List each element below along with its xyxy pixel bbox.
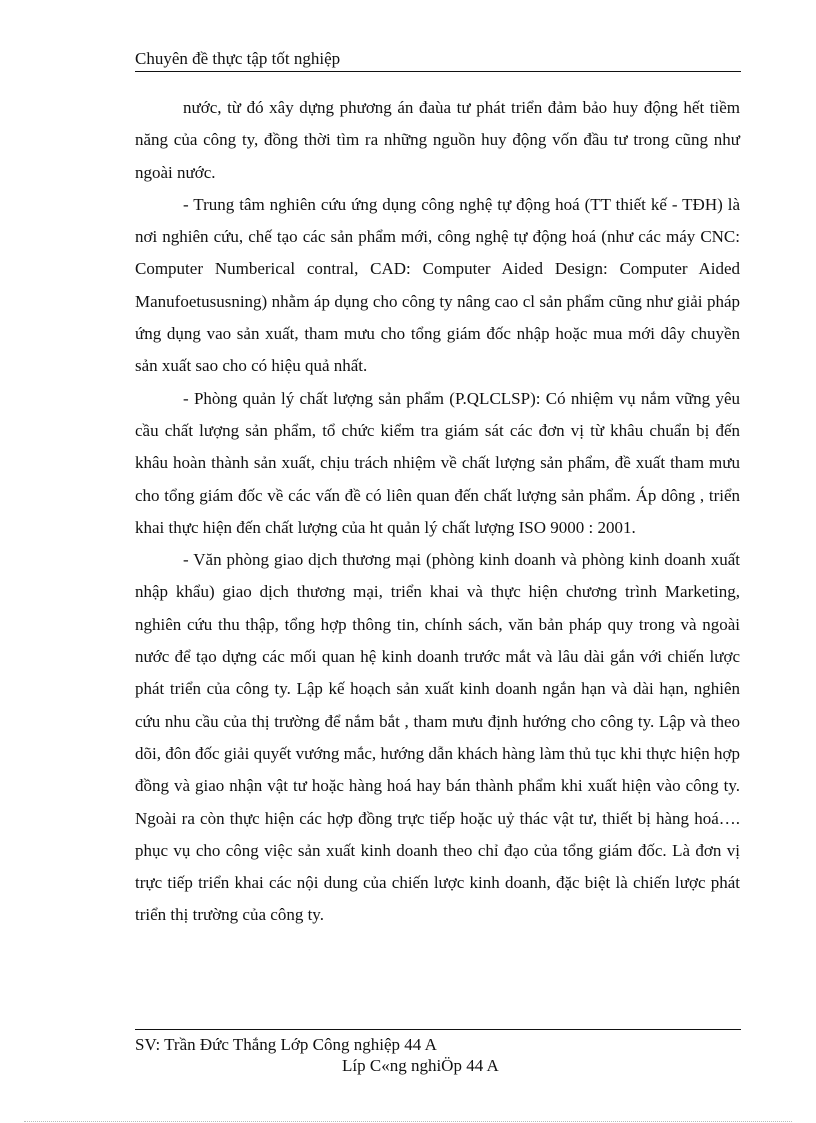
paragraph-quality-department: - Phòng quản lý chất lượng sản phẩm (P.QLCLSP): Có nhiệm vụ nắm vững yêu cầu chất lượng sản phẩm, tổ chức kiểm tra giám sát các đơn vị từ khâu chuẩn bị đến khâu hoàn thành sản xuất, chịu trách nhiệm về chất lượng sản phẩm, đề xuất tham mưu cho tổng giám đốc về các vấn đề có liên quan đến chất lượng sản phẩm. Áp dông , triển khai thực hiện đến chất lượng của ht quản lý chất lượng ISO 9000 : 2001. — [135, 388, 740, 537]
footer-divider — [135, 1029, 741, 1030]
page-header — [135, 49, 741, 72]
footer-student-line: SV: Trần Đức Thắng Lớp Công nghiệp 44 A — [135, 1035, 437, 1054]
paragraph-trade-office: - Văn phòng giao dịch thương mại (phòng kinh doanh và phòng kinh doanh xuất nhập khẩu) giao dịch thương mại, triển khai và thực hiện chương trình Marketing, nghiên cứu thu thập, tổng hợp thông tin, chính sách, văn bản pháp quy trong và ngoài nước để tạo dựng các mối quan hệ kinh doanh trước mắt và lâu dài gắn với chiến lược phát triển của công ty. Lập kế hoạch sản xuất kinh doanh ngắn hạn và dài hạn, nghiên cứu nhu cầu của thị trường để nắm bắt , tham mưu định hướng cho công ty. Lập và theo dõi, đôn đốc giải quyết vướng mắc, hướng dẫn khách hàng làm thủ tục khi thực hiện hợp đồng và giao nhận vật tư hoặc hàng hoá hay bán thành phẩm khi xuất hiện vào công ty. Ngoài ra còn thực hiện các hợp đồng trực tiếp hoặc uỷ thác vật tư, thiết bị hàng hoá…. phục vụ cho công việc sản xuất kinh doanh theo chỉ đạo của tổng giám đốc. Là đơn vị trực tiếp triển khai các nội dung của chiến lược kinh doanh, đặc biệt là chiến lược phát triển thị trường của công ty. — [135, 550, 740, 925]
paragraph-intro-continuation: nước, từ đó xây dựng phương án đaùa tư phát triển đảm bảo huy động hết tiềm năng của công ty, đồng thời tìm ra những nguồn huy động vốn đầu tư trong cũng như ngoài nước. — [135, 98, 740, 182]
footer-class-line: Líp C«ng nghiÖp 44 A — [342, 1056, 499, 1075]
document-body — [135, 92, 740, 932]
header-title: Chuyên đề thực tập tốt nghiệp — [135, 49, 341, 68]
paragraph-research-center: - Trung tâm nghiên cứu ứng dụng công nghệ tự động hoá (TT thiết kế - TĐH) là nơi nghiên cứu, chế tạo các sản phẩm mới, công nghệ tự động hoá (như các máy CNC: Computer Numberical contral, CAD: Computer Aided Design: Computer Aided Manufoetususning) nhằm áp dụng cho công ty nâng cao cl sản phẩm cũng như giải pháp ứng dụng vao sản xuất, tham mưu cho tổng giám đốc nhập hoặc mua mới dây chuyền sản xuất sao cho có hiệu quả nhất. — [135, 194, 740, 376]
page-bottom-edge — [24, 1121, 792, 1122]
